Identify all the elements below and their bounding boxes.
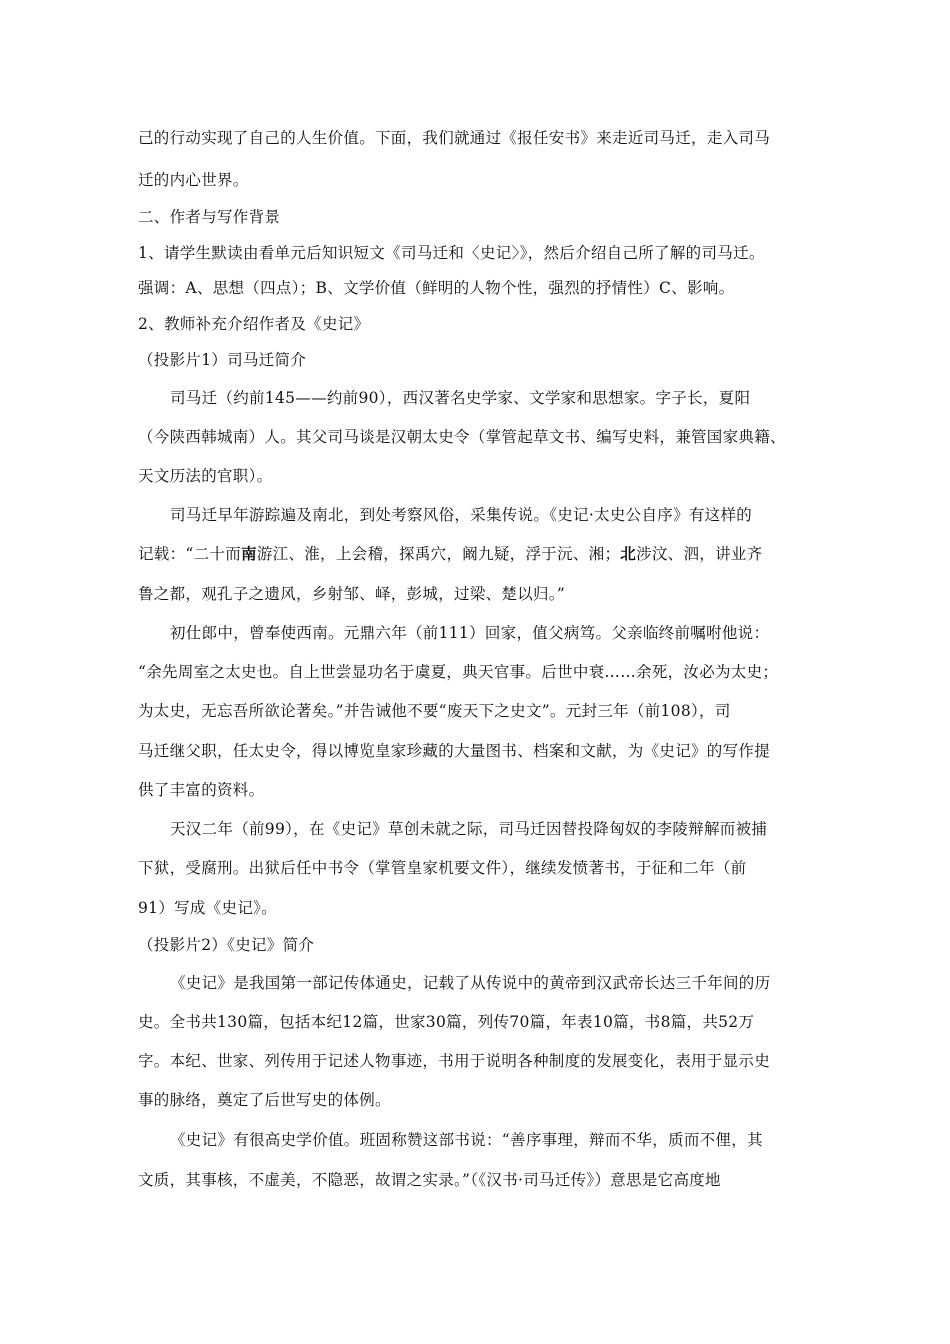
text-segment: 记载：“二十而 <box>138 545 242 563</box>
text-line: 初仕郎中，曾奉使西南。元鼎六年（前111）回家，值父病笃。父亲临终前嘱咐他说： <box>170 624 770 642</box>
text-line: 事的脉络，奠定了后世写史的体例。 <box>138 1091 391 1109</box>
text-segment: 游江、淮，上会稽，探禹穴，阚九疑，浮于沅、湘； <box>256 545 621 563</box>
section-heading: 二、作者与写作背景 <box>138 208 281 226</box>
text-line: 迁的内心世界。 <box>138 171 249 189</box>
bold-text: 南 <box>241 544 257 563</box>
text-line: 1、请学生默读由看单元后知识短文《司马迁和〈史记〉》，然后介绍自己所了解的司马迁。 <box>138 244 765 262</box>
text-line: 2、教师补充介绍作者及《史记》 <box>138 315 370 333</box>
text-segment: 涉汶、泗，讲业齐 <box>636 545 763 563</box>
text-line: 强调：A、思想（四点）；B、文学价值（鲜明的人物个性，强烈的抒情性）C、影响。 <box>138 279 735 297</box>
text-line: 己的行动实现了自己的人生价值。下面，我们就通过《报任安书》来走近司马迁，走入司马 <box>138 129 771 147</box>
text-line: “余先周室之太史也。自上世尝显功名于虞夏，典天官事。后世中衰……余死，汝必为太史； <box>138 663 779 681</box>
text-line: 马迁继父职，任太史令，得以博览皇家珍藏的大量图书、档案和文献，为《史记》的写作提 <box>138 742 771 760</box>
text-line: （今陕西韩城南）人。其父司马谈是汉朝太史令（掌管起草文书、编写史料，兼管国家典籍、 <box>138 428 786 446</box>
text-line: 司马迁（约前145——约前90），西汉著名史学家、文学家和思想家。字子长，夏阳 <box>170 389 751 407</box>
bold-text: 北 <box>620 544 637 563</box>
text-line: 《史记》有很高史学价值。班固称赞这部书说：“善序事理，辩而不华，质而不俚，其 <box>170 1131 763 1149</box>
slide-label: （投影片2）《史记》简介 <box>138 936 315 954</box>
text-line: 为太史，无忘吾所欲论著矣。”并告诫他不要“废天下之史文”。元封三年（前108），司 <box>138 702 731 720</box>
text-line: 文质，其事核，不虚美，不隐恶，故谓之实录。”（《汉书·司马迁传》）意思是它高度地 <box>138 1171 721 1189</box>
text-line: 供了丰富的资料。 <box>138 781 265 799</box>
text-line: 天汉二年（前99），在《史记》草创未就之际，司马迁因替投降匈奴的李陵辩解而被捕 <box>170 820 768 838</box>
text-line: 史。全书共130篇，包括本纪12篇，世家30篇，列传70篇，年表10篇，书8篇，共52万 <box>138 1013 755 1031</box>
text-line: 《史记》是我国第一部记传体通史，记载了从传说中的黄帝到汉武帝长达三千年间的历 <box>170 974 771 992</box>
text-line: 91）写成《史记》。 <box>138 899 277 917</box>
slide-label: （投影片1）司马迁简介 <box>138 351 307 369</box>
text-line <box>138 544 762 564</box>
text-line: 字。本纪、世家、列传用于记述人物事迹，书用于说明各种制度的发展变化，表用于显示史 <box>138 1052 771 1070</box>
text-line: 天文历法的官职）。 <box>138 467 273 485</box>
text-line: 下狱，受腐刑。出狱后任中书令（掌管皇家机要文件），继续发愤著书，于征和二年（前 <box>138 859 747 877</box>
text-line: 鲁之都，观孔子之遗风，乡射邹、峄，彭城，过梁、楚以归。” <box>138 585 566 603</box>
text-line: 司马迁早年游踪遍及南北，到处考察风俗，采集传说。《史记·太史公自序》有这样的 <box>170 506 753 524</box>
